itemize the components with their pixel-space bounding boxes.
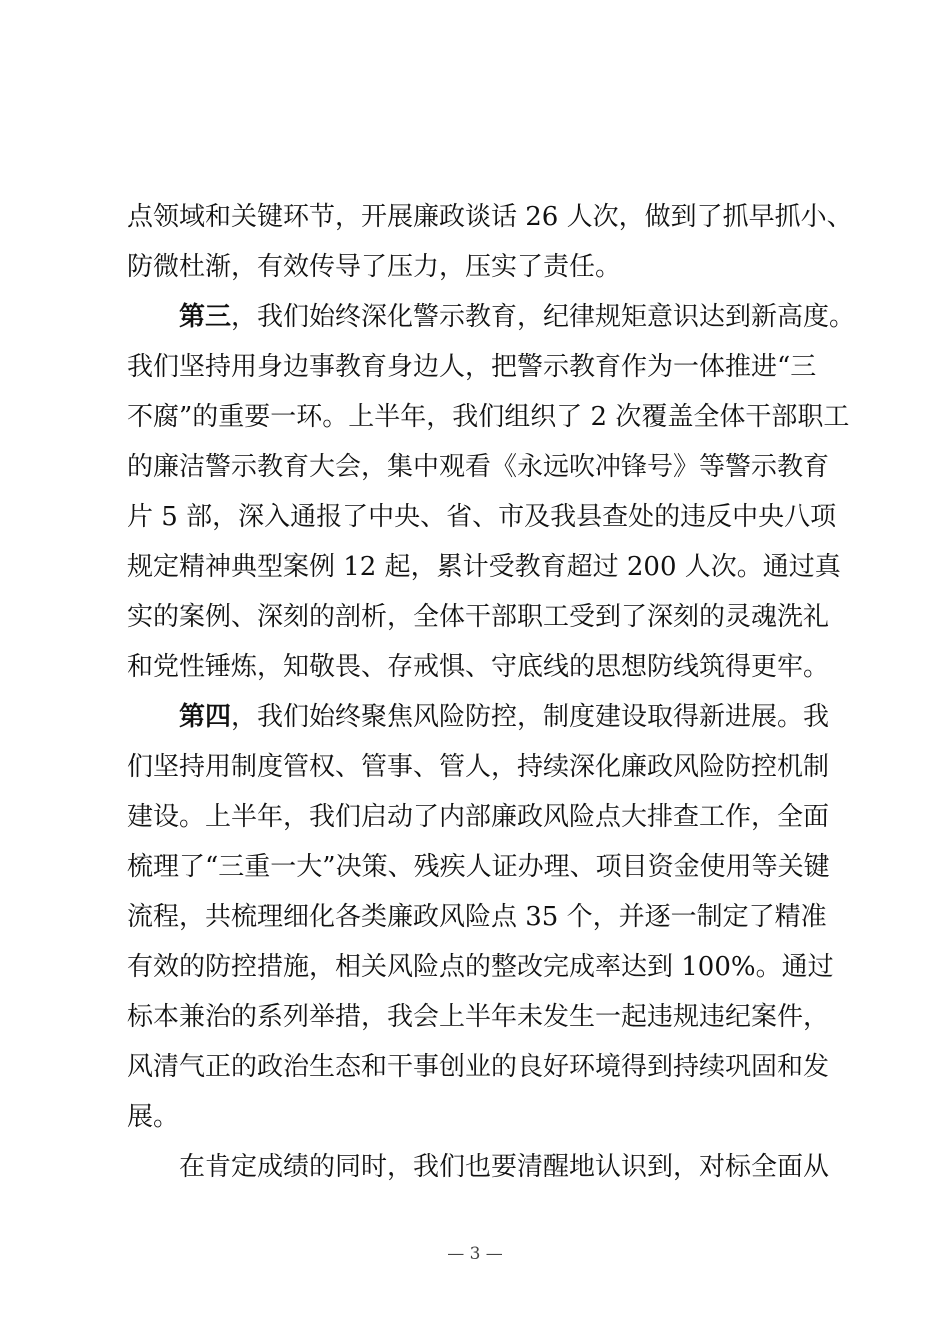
paragraph-text: ，我们始终聚焦风险防控，制度建设取得新进展。我 — [231, 702, 830, 732]
text-line: 点领域和关键环节，开展廉政谈话 26 人次，做到了抓早抓小、 — [127, 202, 853, 232]
text-line: 规定精神典型案例 12 起，累计受教育超过 200 人次。通过真 — [127, 552, 841, 582]
text-line: 有效的防控措施，相关风险点的整改完成率达到 100%。通过 — [127, 952, 834, 982]
text-line: 建设。上半年，我们启动了内部廉政风险点大排查工作，全面 — [127, 802, 830, 832]
page-number: — 3 — — [447, 1244, 503, 1264]
text-line: 展。 — [127, 1102, 180, 1132]
text-line: 标本兼治的系列举措，我会上半年未发生一起违规违纪案件， — [127, 1002, 830, 1032]
text-line: 我们坚持用身边事教育身边人，把警示教育作为一体推进“三 — [127, 352, 817, 382]
paragraph-start-line — [127, 692, 830, 742]
text-line: 风清气正的政治生态和干事创业的良好环境得到持续巩固和发 — [127, 1052, 830, 1082]
text-line: 的廉洁警示教育大会，集中观看《永远吹冲锋号》等警示教育 — [127, 452, 830, 482]
text-line: 实的案例、深刻的剖析，全体干部职工受到了深刻的灵魂洗礼 — [127, 602, 830, 632]
text-line: 不腐”的重要一环。上半年，我们组织了 2 次覆盖全体干部职工 — [127, 402, 850, 432]
text-line: 和党性锤炼，知敬畏、存戒惧、守底线的思想防线筑得更牢。 — [127, 652, 830, 682]
paragraph-start-line — [127, 292, 856, 342]
section-heading: 第四 — [179, 702, 232, 732]
text-line: 们坚持用制度管权、管事、管人，持续深化廉政风险防控机制 — [127, 752, 830, 782]
paragraph-start-line: 在肯定成绩的同时，我们也要清醒地认识到，对标全面从 — [179, 1152, 830, 1182]
text-line: 片 5 部，深入通报了中央、省、市及我县查处的违反中央八项 — [127, 502, 837, 532]
text-line: 流程，共梳理细化各类廉政风险点 35 个，并逐一制定了精准 — [127, 902, 827, 932]
body-text — [127, 192, 856, 1192]
text-line: 梳理了“三重一大”决策、残疾人证办理、项目资金使用等关键 — [127, 852, 830, 882]
paragraph-text: ，我们始终深化警示教育，纪律规矩意识达到新高度。 — [231, 302, 856, 332]
section-heading: 第三 — [179, 302, 232, 332]
text-line: 防微杜渐，有效传导了压力，压实了责任。 — [127, 252, 622, 282]
